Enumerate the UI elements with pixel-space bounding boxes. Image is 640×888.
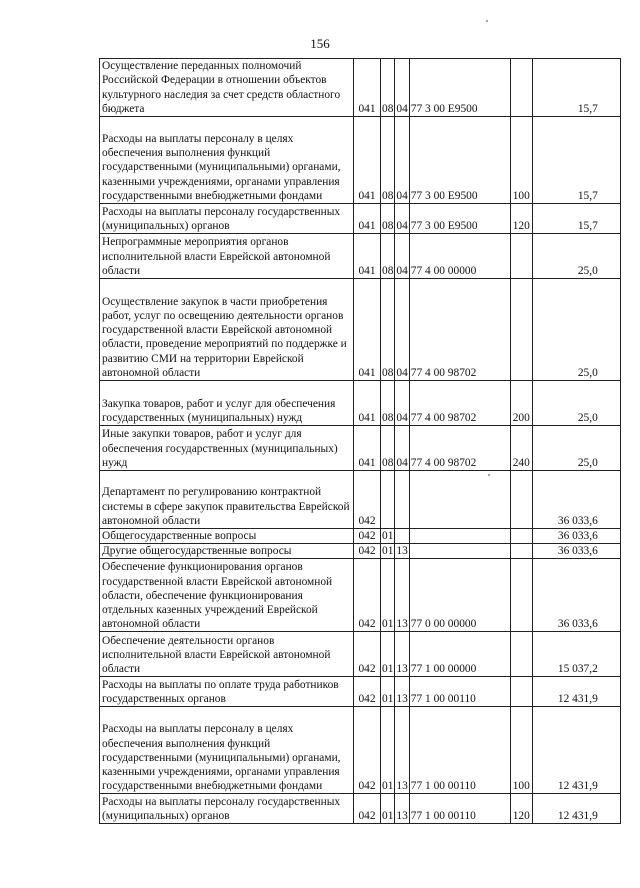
expense-type-cell: 100 bbox=[510, 707, 532, 794]
section-cell: 08 bbox=[381, 204, 395, 234]
ministry-code-cell: 042 bbox=[354, 707, 381, 794]
section-cell: 08 bbox=[381, 59, 395, 117]
target-article-cell: 77 3 00 Е9500 bbox=[409, 59, 510, 117]
target-article-cell: 77 4 00 98702 bbox=[409, 381, 510, 426]
table-row bbox=[100, 794, 621, 824]
expense-type-cell: 240 bbox=[510, 426, 532, 471]
expense-type-cell bbox=[510, 279, 532, 381]
expense-type-cell bbox=[510, 559, 532, 632]
expense-type-cell bbox=[510, 677, 532, 707]
ministry-code-cell: 042 bbox=[354, 529, 381, 544]
table-row bbox=[100, 204, 621, 234]
amount-cell: 12 431,9 bbox=[532, 794, 620, 824]
row-name-cell: Осуществление переданных полномочий Российской Федерации в отношении объектов культурного наследия за счет средств областного бюджета bbox=[100, 59, 354, 117]
subsection-cell: 13 bbox=[396, 545, 408, 558]
subsection-cell: 13 bbox=[395, 707, 409, 794]
subsection-cell: 04 bbox=[395, 279, 409, 381]
ministry-code-cell: 041 bbox=[354, 426, 381, 471]
table-row bbox=[100, 234, 621, 279]
amount-cell: 36 033,6 bbox=[532, 559, 620, 632]
amount-cell: 25,0 bbox=[532, 426, 620, 471]
ministry-code-cell: 042 bbox=[354, 559, 381, 632]
row-name-cell: Иные закупки товаров, работ и услуг для обеспечения государственных (муниципальных) нужд bbox=[100, 426, 354, 471]
row-name-cell: Расходы на выплаты персоналу в целях обеспечения выполнения функций государственными (муниципальными) органами, казенными учреждениями, органами управления государственными внебюджетными фондами bbox=[100, 707, 354, 794]
row-name-cell: Закупка товаров, работ и услуг для обеспечения государственных (муниципальных) нужд bbox=[100, 381, 354, 426]
table-row bbox=[100, 677, 621, 707]
row-name-cell: Непрограммные мероприятия органов исполнительной власти Еврейской автономной области bbox=[100, 234, 354, 279]
table-row bbox=[100, 529, 621, 544]
amount-cell: 25,0 bbox=[532, 279, 620, 381]
amount-cell: 15,7 bbox=[532, 59, 620, 117]
target-article-cell: 77 3 00 Е9500 bbox=[409, 204, 510, 234]
ministry-code-cell: 041 bbox=[354, 381, 381, 426]
amount-cell: 15,7 bbox=[532, 117, 620, 204]
section-cell: 01 bbox=[381, 794, 395, 824]
subsection-cell bbox=[395, 471, 409, 529]
subsection-cell: 04 bbox=[395, 59, 409, 117]
amount-cell: 25,0 bbox=[532, 234, 620, 279]
row-name-cell: Осуществление закупок в части приобретения работ, услуг по освещению деятельности органов государственной власти Еврейской автономной области, проведение мероприятий по поддержке и развитию СМИ на территории Еврейской автономной области bbox=[100, 279, 354, 381]
expense-type-cell bbox=[510, 59, 532, 117]
scan-speck bbox=[486, 20, 488, 22]
section-cell: 01 bbox=[381, 707, 395, 794]
target-article-cell: 77 4 00 98702 bbox=[409, 426, 510, 471]
ministry-code-cell: 041 bbox=[354, 59, 381, 117]
budget-table bbox=[99, 58, 621, 824]
ministry-code-cell: 041 bbox=[354, 279, 381, 381]
subsection-cell: 13 bbox=[395, 677, 409, 707]
ministry-code-cell: 041 bbox=[354, 234, 381, 279]
subsection-cell bbox=[395, 529, 409, 544]
subsection-cell: 04 bbox=[395, 381, 409, 426]
target-article-cell bbox=[409, 544, 510, 559]
subsection-cell: 04 bbox=[395, 234, 409, 279]
section-cell: 08 bbox=[381, 426, 395, 471]
table-row bbox=[100, 559, 621, 632]
ministry-code-cell: 042 bbox=[354, 794, 381, 824]
table-row bbox=[100, 471, 621, 529]
table-row bbox=[100, 117, 621, 204]
row-name-cell: Расходы на выплаты персоналу в целях обеспечения выполнения функций государственными (муниципальными) органами, казенными учреждениями, органами управления государственными внебюджетными фондами bbox=[100, 117, 354, 204]
expense-type-cell bbox=[510, 471, 532, 529]
ministry-code-cell: 042 bbox=[354, 677, 381, 707]
subsection-cell: 13 bbox=[395, 632, 409, 677]
target-article-cell: 77 1 00 00110 bbox=[409, 707, 510, 794]
table-row bbox=[100, 59, 621, 117]
section-cell: 08 bbox=[381, 381, 395, 426]
target-article-cell bbox=[409, 529, 510, 544]
amount-cell: 36 033,6 bbox=[532, 529, 620, 544]
target-article-cell: 77 3 00 Е9500 bbox=[409, 117, 510, 204]
target-article-cell: 77 1 00 00000 bbox=[409, 632, 510, 677]
row-name-cell: Расходы на выплаты персоналу государственных (муниципальных) органов bbox=[100, 794, 354, 824]
table-row bbox=[100, 632, 621, 677]
section-cell: 08 bbox=[381, 234, 395, 279]
expense-type-cell: 120 bbox=[510, 204, 532, 234]
target-article-cell: 77 4 00 00000 bbox=[409, 234, 510, 279]
subsection-cell: 04 bbox=[395, 117, 409, 204]
amount-cell: 36 033,6 bbox=[532, 544, 620, 559]
section-cell: 01 bbox=[382, 530, 394, 542]
subsection-cell: 04 bbox=[395, 204, 409, 234]
ministry-code-cell: 042 bbox=[354, 632, 381, 677]
page-number: 156 bbox=[310, 36, 330, 51]
section-cell: 01 bbox=[381, 632, 395, 677]
table-row bbox=[100, 426, 621, 471]
table-row bbox=[100, 279, 621, 381]
amount-cell: 12 431,9 bbox=[532, 677, 620, 707]
row-name-cell: Обеспечение деятельности органов исполнительной власти Еврейской автономной области bbox=[100, 632, 354, 677]
section-cell: 08 bbox=[381, 279, 395, 381]
subsection-cell: 13 bbox=[395, 794, 409, 824]
row-name-cell: Расходы на выплаты по оплате труда работников государственных органов bbox=[100, 677, 354, 707]
target-article-cell bbox=[409, 471, 510, 529]
section-cell: 08 bbox=[381, 117, 395, 204]
amount-cell: 36 033,6 bbox=[532, 471, 620, 529]
row-name-cell: Общегосударственные вопросы bbox=[100, 529, 354, 544]
amount-cell: 15,7 bbox=[532, 204, 620, 234]
amount-cell: 12 431,9 bbox=[532, 707, 620, 794]
section-cell: 01 bbox=[381, 677, 395, 707]
expense-type-cell bbox=[510, 529, 532, 544]
table-row bbox=[100, 707, 621, 794]
amount-cell: 25,0 bbox=[532, 381, 620, 426]
row-name-cell: Расходы на выплаты персоналу государственных (муниципальных) органов bbox=[100, 204, 354, 234]
target-article-cell: 77 4 00 98702 bbox=[409, 279, 510, 381]
table-row bbox=[100, 544, 621, 559]
expense-type-cell bbox=[510, 632, 532, 677]
target-article-cell: 77 1 00 00110 bbox=[409, 794, 510, 824]
subsection-cell: 04 bbox=[395, 426, 409, 471]
expense-type-cell: 120 bbox=[510, 794, 532, 824]
ministry-code-cell: 042 bbox=[354, 544, 381, 559]
row-name-cell: Обеспечение функционирования органов государственной власти Еврейской автономной области, обеспечение функционирования отдельных казенных учреждений Еврейской автономной области bbox=[100, 559, 354, 632]
subsection-cell: 13 bbox=[395, 559, 409, 632]
section-cell: 01 bbox=[382, 545, 394, 558]
expense-type-cell: 200 bbox=[510, 381, 532, 426]
target-article-cell: 77 1 00 00110 bbox=[409, 677, 510, 707]
ministry-code-cell: 041 bbox=[354, 117, 381, 204]
section-cell: 01 bbox=[381, 559, 395, 632]
expense-type-cell bbox=[510, 544, 532, 559]
section-cell bbox=[381, 471, 395, 529]
ministry-code-cell: 041 bbox=[354, 204, 381, 234]
table-row bbox=[100, 381, 621, 426]
ministry-code-cell: 042 bbox=[354, 471, 381, 529]
row-name-cell: Другие общегосударственные вопросы bbox=[100, 544, 354, 559]
expense-type-cell bbox=[510, 234, 532, 279]
row-name-cell: Департамент по регулированию контрактной системы в сфере закупок правительства Еврейской автономной области bbox=[100, 471, 354, 529]
expense-type-cell: 100 bbox=[510, 117, 532, 204]
amount-cell: 15 037,2 bbox=[532, 632, 620, 677]
target-article-cell: 77 0 00 00000 bbox=[409, 559, 510, 632]
